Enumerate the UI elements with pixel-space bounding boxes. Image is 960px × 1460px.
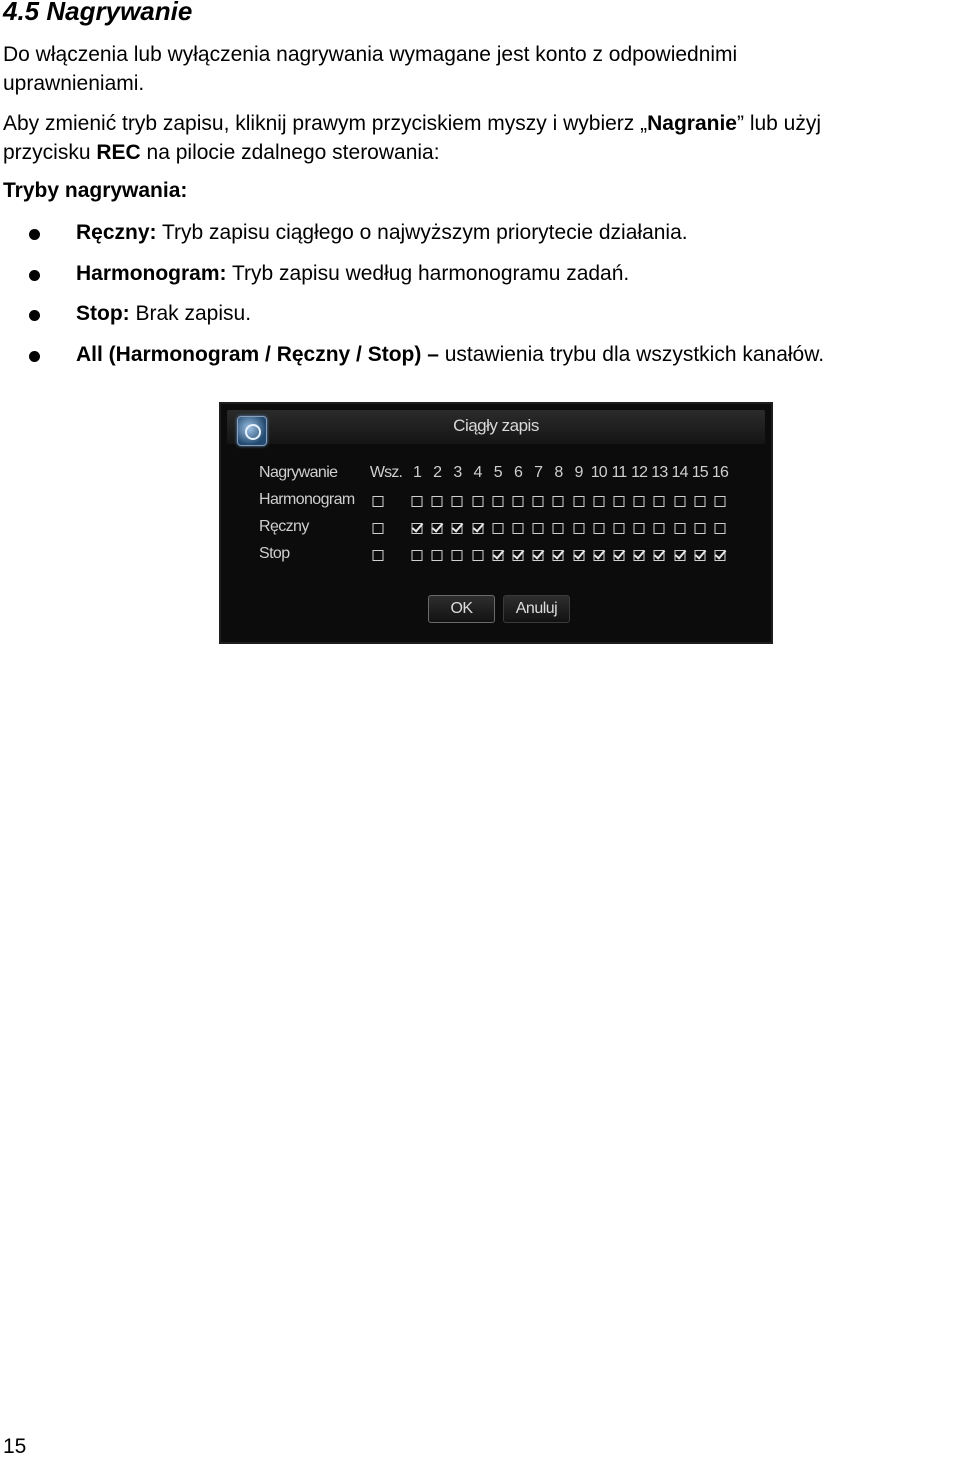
channel-checkbox[interactable] [593, 523, 604, 534]
all-checkbox-ręczny[interactable] [373, 523, 384, 534]
channel-checkbox[interactable] [472, 496, 483, 507]
channel-checkbox[interactable] [694, 523, 705, 534]
channel-header-6: 6 [513, 464, 523, 481]
bullet-text: Tryb zapisu według harmonogramu zadań. [226, 261, 630, 285]
channel-checkbox[interactable] [513, 523, 524, 534]
row-header-label: Nagrywanie [259, 464, 338, 481]
channel-checkbox[interactable] [553, 550, 564, 561]
row-label-reczny: Ręczny [259, 518, 309, 535]
all-checkbox-stop[interactable] [373, 550, 384, 561]
channel-checkbox[interactable] [452, 496, 463, 507]
channel-checkbox[interactable] [452, 550, 463, 561]
instr-text-1: Aby zmienić tryb zapisu, kliknij prawym przyciskiem myszy i wybierz „ [3, 112, 648, 135]
channel-checkbox[interactable] [513, 496, 524, 507]
intro-line-2: uprawnieniami. [3, 72, 145, 95]
channel-checkbox[interactable] [553, 523, 564, 534]
ok-button[interactable]: OK [428, 595, 495, 623]
bullet-icon [29, 229, 40, 240]
channel-checkbox[interactable] [614, 496, 625, 507]
channel-checkbox[interactable] [553, 496, 564, 507]
row-label-stop: Stop [259, 545, 290, 562]
channel-checkbox[interactable] [412, 496, 423, 507]
list-item [0, 259, 824, 300]
instr-bold-rec: REC [96, 141, 141, 164]
recording-dialog-screenshot [219, 402, 773, 644]
channel-checkbox[interactable] [674, 496, 685, 507]
bullet-icon [29, 310, 40, 321]
channel-checkbox[interactable] [513, 550, 524, 561]
bullet-label: Stop: [76, 302, 130, 325]
channel-checkbox[interactable] [573, 496, 584, 507]
channel-header-13: 13 [651, 464, 668, 481]
channel-checkbox[interactable] [573, 550, 584, 561]
channel-checkbox[interactable] [573, 523, 584, 534]
channel-header-5: 5 [493, 464, 502, 481]
bullet-dash: – [421, 342, 439, 366]
channel-checkbox[interactable] [654, 496, 665, 507]
intro-line-1: Do włączenia lub wyłączenia nagrywania wymagane jest konto z odpowiednimi [3, 43, 738, 66]
bullet-icon [29, 270, 40, 281]
channel-checkbox[interactable] [674, 523, 685, 534]
dialog-title-bar [227, 410, 765, 444]
channel-header-10: 10 [590, 464, 607, 481]
row-label-harmonogram: Harmonogram [259, 491, 355, 508]
channel-checkbox[interactable] [654, 523, 665, 534]
channel-checkbox[interactable] [674, 550, 685, 561]
channel-checkbox[interactable] [533, 496, 544, 507]
page-number: 15 [3, 1435, 27, 1458]
all-channels-header: Wsz. [369, 464, 403, 481]
channel-checkbox[interactable] [412, 523, 423, 534]
modes-subheading: Tryby nagrywania: [3, 179, 188, 202]
channel-checkbox[interactable] [634, 523, 645, 534]
channel-header-4: 4 [473, 464, 482, 481]
channel-checkbox[interactable] [634, 550, 645, 561]
instr-bold-nagranie: Nagranie [647, 112, 737, 135]
channel-header-12: 12 [631, 464, 648, 481]
channel-checkbox[interactable] [412, 550, 423, 561]
intro-paragraph [3, 40, 958, 98]
channel-checkbox[interactable] [654, 550, 665, 561]
channel-checkbox[interactable] [694, 550, 705, 561]
channel-header-8: 8 [554, 464, 563, 481]
instr-text-3: przycisku [3, 141, 97, 164]
section-heading: 4.5 Nagrywanie [3, 0, 193, 26]
bullet-icon [29, 351, 40, 362]
bullet-label: All (Harmonogram / Ręczny / Stop) [76, 342, 422, 366]
channel-checkbox[interactable] [432, 550, 443, 561]
channel-checkbox[interactable] [593, 496, 604, 507]
channel-checkbox[interactable] [614, 523, 625, 534]
channel-checkbox[interactable] [533, 550, 544, 561]
bullet-text: ustawienia trybu dla wszystkich kanałów. [438, 342, 825, 366]
channel-header-11: 11 [611, 464, 627, 481]
channel-checkbox[interactable] [614, 550, 625, 561]
channel-checkbox[interactable] [472, 550, 483, 561]
instr-text-2: ” lub użyj [737, 112, 822, 135]
channel-checkbox[interactable] [472, 523, 483, 534]
list-item [0, 218, 824, 259]
cancel-button[interactable]: Anuluj [503, 595, 570, 623]
channel-header-14: 14 [671, 464, 688, 481]
channel-header-9: 9 [574, 464, 583, 481]
channel-checkbox[interactable] [432, 523, 443, 534]
channel-checkbox[interactable] [533, 523, 544, 534]
channel-checkbox[interactable] [715, 496, 726, 507]
channel-header-3: 3 [453, 464, 462, 481]
channel-header-2: 2 [433, 464, 442, 481]
channel-checkbox[interactable] [432, 496, 443, 507]
channel-header-16: 16 [711, 464, 729, 481]
bullet-text: Tryb zapisu ciągłego o najwyższym priorytecie działania. [156, 221, 688, 244]
channel-checkbox[interactable] [715, 550, 726, 561]
channel-header-1: 1 [412, 464, 422, 481]
channel-checkbox[interactable] [452, 523, 463, 534]
channel-checkbox[interactable] [593, 550, 604, 561]
list-item [0, 299, 824, 340]
bullet-label: Ręczny: [76, 221, 157, 244]
channel-checkbox[interactable] [694, 496, 705, 507]
modes-list [0, 218, 824, 380]
channel-checkbox[interactable] [492, 496, 503, 507]
channel-header-7: 7 [534, 464, 543, 481]
bullet-label: Harmonogram: [76, 261, 227, 285]
channel-header-15: 15 [691, 464, 708, 481]
dialog-title: Ciągły zapis [453, 416, 539, 435]
channel-checkbox[interactable] [715, 523, 726, 534]
instr-text-4: na pilocie zdalnego sterowania: [140, 141, 440, 164]
channel-checkbox[interactable] [492, 523, 503, 534]
channel-checkbox[interactable] [492, 550, 503, 561]
channel-checkbox[interactable] [634, 496, 645, 507]
bullet-text: Brak zapisu. [129, 302, 252, 325]
all-checkbox-harmonogram[interactable] [373, 496, 384, 507]
instructions-paragraph [3, 109, 958, 167]
list-item [0, 340, 824, 381]
